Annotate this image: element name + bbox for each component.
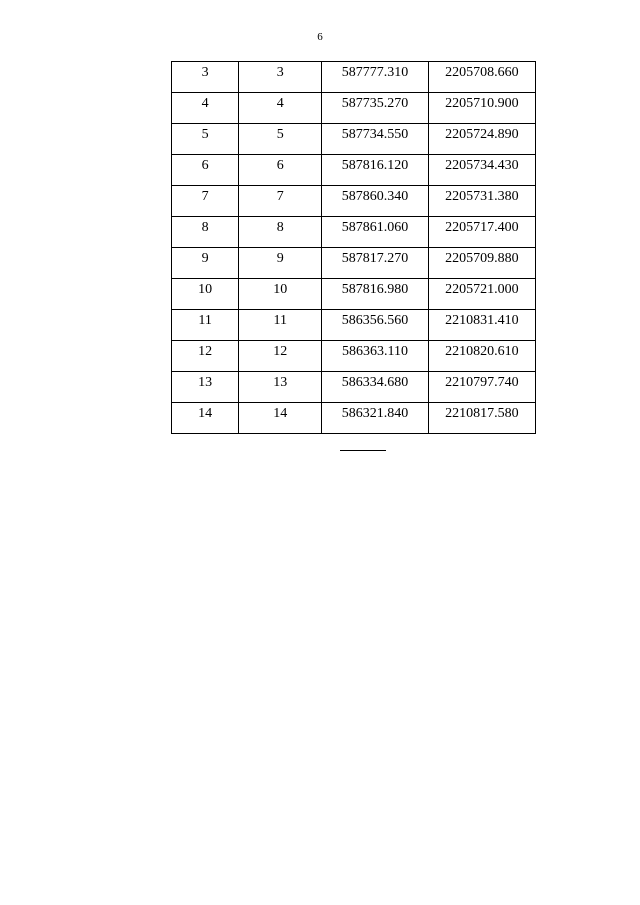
table-row [172,186,536,217]
y-coordinate-cell: 2205721.000 [428,279,535,310]
point-number-cell: 8 [172,217,239,248]
point-number-cell: 6 [172,155,239,186]
y-coordinate-cell: 2205709.880 [428,248,535,279]
point-number-cell: 13 [172,372,239,403]
x-coordinate-cell: 587777.310 [322,62,428,93]
point-number-cell: 9 [172,248,239,279]
point-number-cell: 4 [172,93,239,124]
y-coordinate-cell: 2205734.430 [428,155,535,186]
x-coordinate-cell: 586356.560 [322,310,428,341]
table-row [172,310,536,341]
point-number-cell: 11 [172,310,239,341]
table-row [172,93,536,124]
x-coordinate-cell: 587860.340 [322,186,428,217]
table-row [172,248,536,279]
x-coordinate-cell: 586363.110 [322,341,428,372]
point-id-cell: 14 [239,403,322,434]
y-coordinate-cell: 2205710.900 [428,93,535,124]
table-row [172,155,536,186]
y-coordinate-cell: 2210831.410 [428,310,535,341]
y-coordinate-cell: 2210797.740 [428,372,535,403]
x-coordinate-cell: 586334.680 [322,372,428,403]
point-id-cell: 7 [239,186,322,217]
x-coordinate-cell: 587817.270 [322,248,428,279]
point-id-cell: 3 [239,62,322,93]
x-coordinate-cell: 587861.060 [322,217,428,248]
table-row [172,217,536,248]
x-coordinate-cell: 587734.550 [322,124,428,155]
page-number: 6 [317,31,323,43]
point-number-cell: 3 [172,62,239,93]
table-row [172,62,536,93]
y-coordinate-cell: 2205724.890 [428,124,535,155]
point-number-cell: 7 [172,186,239,217]
point-number-cell: 14 [172,403,239,434]
y-coordinate-cell: 2210817.580 [428,403,535,434]
end-of-document-line [340,450,386,451]
point-id-cell: 9 [239,248,322,279]
table-row [172,341,536,372]
table-row [172,403,536,434]
point-id-cell: 6 [239,155,322,186]
point-id-cell: 10 [239,279,322,310]
y-coordinate-cell: 2205717.400 [428,217,535,248]
point-id-cell: 8 [239,217,322,248]
point-id-cell: 11 [239,310,322,341]
point-number-cell: 10 [172,279,239,310]
x-coordinate-cell: 587816.120 [322,155,428,186]
table-row [172,279,536,310]
point-number-cell: 5 [172,124,239,155]
x-coordinate-cell: 586321.840 [322,403,428,434]
x-coordinate-cell: 587735.270 [322,93,428,124]
point-id-cell: 4 [239,93,322,124]
point-id-cell: 12 [239,341,322,372]
x-coordinate-cell: 587816.980 [322,279,428,310]
table-row [172,372,536,403]
y-coordinate-cell: 2205731.380 [428,186,535,217]
point-id-cell: 5 [239,124,322,155]
y-coordinate-cell: 2205708.660 [428,62,535,93]
point-id-cell: 13 [239,372,322,403]
y-coordinate-cell: 2210820.610 [428,341,535,372]
table-row [172,124,536,155]
point-number-cell: 12 [172,341,239,372]
coordinates-table [171,61,536,434]
